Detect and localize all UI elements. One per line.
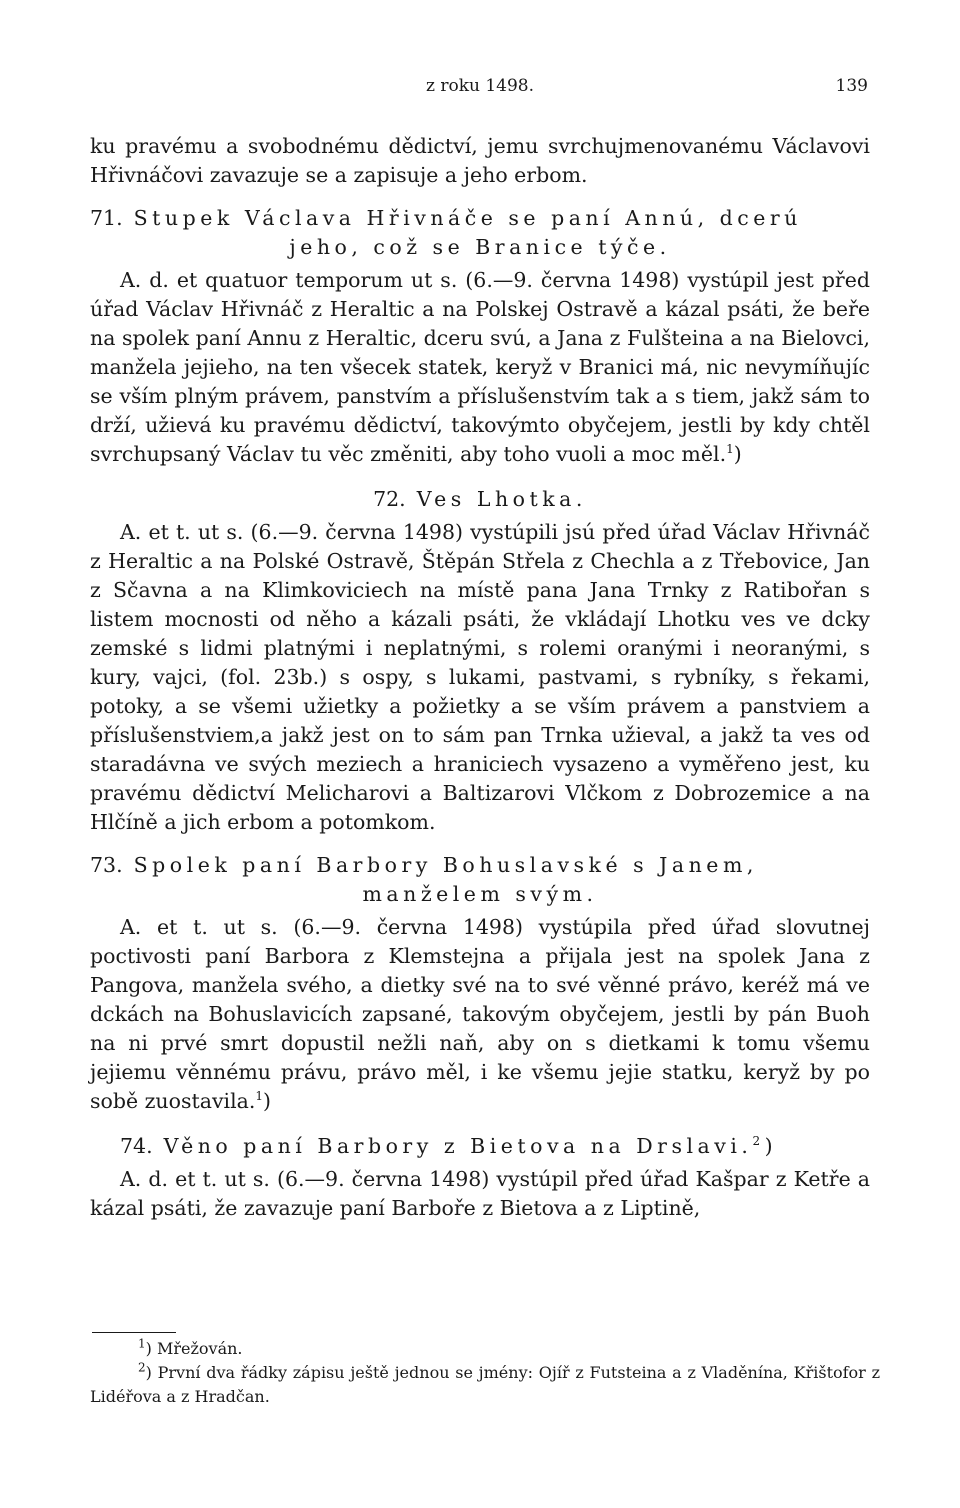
heading-73	[90, 851, 870, 909]
footnote-2-mark: 2	[138, 1360, 146, 1375]
heading-74-title: Věno paní Barbory z Bietova na Drslavi.	[163, 1134, 753, 1158]
footnote-2: $^2$) První dva řádky zápisu ještě jednou se jmény: Ojíř z Futsteina a z Vladěnína, Křištofor z Lidéřova a z Hradčan.	[90, 1360, 881, 1406]
running-header	[0, 76, 960, 100]
heading-71	[90, 204, 870, 262]
running-title: z roku 1498.	[425, 76, 535, 96]
paragraph-74: A. d. et t. ut s. (6.—9. června 1498) vystúpil před úřad Kašpar z Ketře a kázal psáti, že zavazuje paní Barboře z Bietova a z Liptině,	[90, 1167, 870, 1220]
paragraph-71-text: A. d. et quatuor temporum ut s. (6.—9. června 1498) vystúpil jest před úřad Václav Hřivnáč z Heraltic a na Polskej Ostravě a kázal psáti, že beře na spolek paní Annu z Heraltic, dceru svú, a Jana z Fulšteina a na Bielovci, manžela jejieho, na ten všecek statek, keryž v Branici má, nic nevymíňujíc se vším plným právem, panstvím a příslušenstvím tak a s tiem, jakž sám to drží, užievá ku pravému dědictví, takovýmto obyčejem, jestli by kdy chtěl svrchupsaný Václav tu věc změniti, aby toho vuoli a moc měl.	[90, 268, 870, 466]
heading-73-line1: Spolek paní Barbory Bohuslavské s Janem,	[133, 853, 758, 877]
entry-number-71: 71.	[90, 206, 123, 230]
page-number: 139	[835, 76, 868, 96]
footnote-ref-1: 1	[726, 442, 734, 457]
footnote-ref-1b: 1	[255, 1089, 264, 1104]
heading-72	[90, 485, 870, 514]
footnote-1-text: Mřežován.	[156, 1339, 243, 1358]
paragraph-72: A. et t. ut s. (6.—9. června 1498) vystúpili jsú před úřad Václav Hřivnáč z Heraltic a na Polské Ostravě, Štěpán Střela z Chechla a z Třebovice, Jan z Sčavna a na Klimkoviciech na místě pana Jana Trnky z Ratibořan s listem mocnosti od něho a kázali psáti, že vkládají Lhotku ves ve dcky zemské s lidmi platnými i neplatnými, s rolemi oranými i neoranými, s kury, vajci, (fol. 23b.) s ospy, s lukami, pastvami, s rybníky, s řekami, potoky, a se všemi užietky a požietky a se vším právem a panstviem a příslušenstviem,a jakž jest on to sám pan Trnka užieval, a jakž ta ves od staradávna ve svých meziech a hraniciech vysazeno a vyměřeno jest, ku pravému dědictví Melicharovi a Baltizarovi Vlčkom z Dobrozemice a na Hlčíně a jich erbom a potomkom.	[90, 520, 870, 834]
paragraph-73-text: A. et t. ut s. (6.—9. června 1498) vystúpila před úřad slovutnej poctivosti paní Barbora z Klemstejna a přijala jest na spolek Jana z Pangova, manžela svého, a dietky své na to své věnné právo, keréž má ve dckách na Bohuslavicích zapsané, takovým obyčejem, jestli by pán Buoh na ni prvé smrt dopustil nežli naň, aby on s dietkami k tomu všemu jejiemu věnnému právu, právo měl, i ke všemu jejie statku, keryž by po sobě zuostavila.	[90, 915, 870, 1113]
entry-number-74: 74.	[120, 1134, 153, 1158]
footnote-rule	[92, 1332, 176, 1333]
heading-74: 74. Věno paní Barbory z Bietova na Drslavi.$^2$)	[120, 1134, 778, 1158]
paragraph-71: A. d. et quatuor temporum ut s. (6.—9. června 1498) vystúpil jest před úřad Václav Hřivnáč z Heraltic a na Polskej Ostravě a kázal psáti, že beře na spolek paní Annu z Heraltic, dceru svú, a Jana z Fulšteina a na Bielovci, manžela jejieho, na ten všecek statek, keryž v Branici má, nic nevymíňujíc se vším plným právem, panstvím a příslušenstvím tak a s tiem, jakž sám to drží, užievá ku pravému dědictví, takovýmto obyčejem, jestli by kdy chtěl svrchupsaný Václav tu věc změniti, aby toho vuoli a moc měl.$^1$)	[90, 268, 870, 466]
footnote-1-mark: 1	[138, 1336, 146, 1351]
body-text	[90, 132, 870, 1223]
footnote-1: $^1$) Mřežován.	[138, 1336, 243, 1358]
heading-72-title: Ves Lhotka.	[416, 487, 587, 511]
entry-number-72: 72.	[373, 487, 406, 511]
heading-73-line2: manželem svým.	[362, 882, 598, 906]
entry-number-73: 73.	[90, 853, 123, 877]
heading-71-line2: jeho, což se Branice týče.	[289, 235, 671, 259]
footnotes	[90, 1332, 880, 1409]
paragraph-73: A. et t. ut s. (6.—9. června 1498) vystúpila před úřad slovutnej poctivosti paní Barbora z Klemstejna a přijala jest na spolek Jana z Pangova, manžela svého, a dietky své na to své věnné právo, keréž má ve dckách na Bohuslavicích zapsané, takovým obyčejem, jestli by pán Buoh na ni prvé smrt dopustil nežli naň, aby on s dietkami k tomu všemu jejiemu věnnému právu, právo měl, i ke všemu jejie statku, keryž by po sobě zuostavila.$^1$)	[90, 915, 870, 1113]
paragraph-intro: ku pravému a svobodnému dědictví, jemu svrchujmenovanému Václavovi Hřivnáčovi zavazuje se a zapisuje a jeho erbom.	[90, 134, 870, 187]
heading-71-line1: Stupek Václava Hřivnáče se paní Annú, dcerú	[133, 206, 802, 230]
footnote-ref-2: 2	[752, 1134, 765, 1149]
footnote-2-text: První dva řádky zápisu ještě jednou se jmény: Ojíř z Futsteina a z Vladěnína, Křištofor z Lidéřova a z Hradčan.	[90, 1363, 881, 1406]
